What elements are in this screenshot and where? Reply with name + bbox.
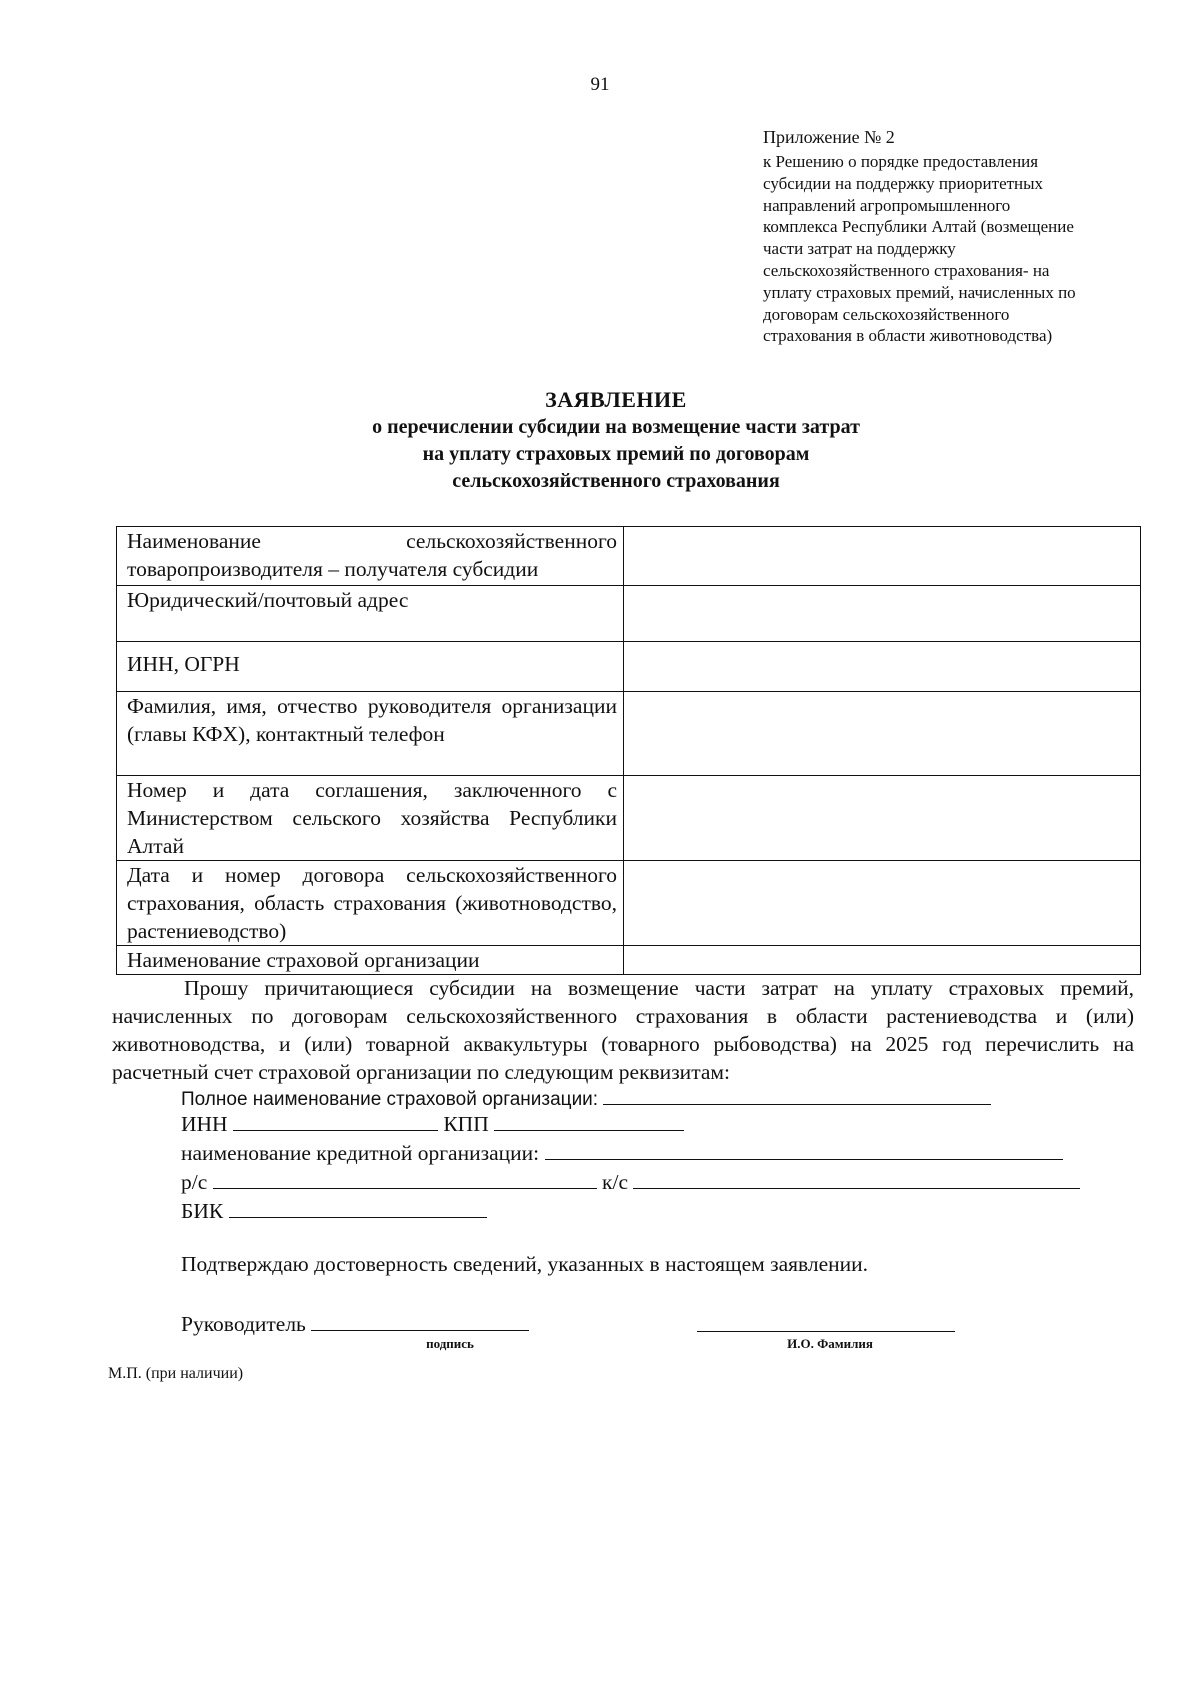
- row-label-agreement: Номер и дата соглашения, заключенного с Министерством сельского хозяйства Республики Алтай: [117, 776, 624, 861]
- signature-field[interactable]: [311, 1310, 529, 1331]
- confirmation-text: Подтверждаю достоверность сведений, указанных в настоящем заявлении.: [181, 1252, 869, 1276]
- table-row: [117, 527, 1141, 586]
- name-field[interactable]: [697, 1310, 955, 1332]
- document-title-block: [0, 386, 1200, 495]
- document-subtitle-line: сельскохозяйственного страхования: [452, 470, 780, 492]
- requisite-bank: [181, 1139, 1063, 1166]
- bank-label: наименование кредитной организации:: [181, 1141, 540, 1165]
- bik-field[interactable]: [229, 1197, 487, 1218]
- ks-field[interactable]: [633, 1168, 1080, 1189]
- row-label-head-contact: Фамилия, имя, отчество руководителя организации (главы КФХ), контактный телефон: [117, 692, 624, 776]
- document-subtitle-line: о перечислении субсидии на возмещение части затрат: [372, 416, 860, 438]
- row-value-insurance-contract[interactable]: [624, 861, 1141, 946]
- table-row: [117, 586, 1141, 642]
- table-row: [117, 642, 1141, 692]
- row-value-head-contact[interactable]: [624, 692, 1141, 776]
- inn-field[interactable]: [233, 1110, 438, 1131]
- requisite-bik: [181, 1197, 487, 1224]
- page-number: 91: [590, 74, 610, 95]
- document-subtitle-line: на уплату страховых премий по договорам: [422, 443, 810, 465]
- ks-label: к/с: [602, 1170, 628, 1194]
- appendix-line: договорам сельскохозяйственного: [763, 304, 1010, 324]
- row-value-producer-name[interactable]: [624, 527, 1141, 586]
- kpp-label: КПП: [443, 1112, 489, 1136]
- request-paragraph: [112, 974, 1134, 1086]
- applicant-info-table: [116, 526, 1141, 975]
- row-label-insurance-contract: Дата и номер договора сельскохозяйственного страхования, область страхования (животноводство, растениеводство): [117, 861, 624, 946]
- row-value-agreement[interactable]: [624, 776, 1141, 861]
- head-label: Руководитель: [181, 1312, 306, 1336]
- name-caption: И.О. Фамилия: [787, 1336, 873, 1351]
- rs-field[interactable]: [213, 1168, 597, 1189]
- document-title: ЗАЯВЛЕНИЕ: [545, 387, 687, 412]
- table-row: [117, 776, 1141, 861]
- row-value-inn-ogrn[interactable]: [624, 642, 1141, 692]
- appendix-line: комплекса Республики Алтай (возмещение: [763, 217, 1074, 237]
- kpp-field[interactable]: [494, 1110, 684, 1131]
- appendix-line: уплату страховых премий, начисленных по: [763, 282, 1076, 302]
- rs-label: р/с: [181, 1170, 208, 1194]
- appendix-line: к Решению о порядке предоставления: [763, 152, 1039, 171]
- stamp-note: М.П. (при наличии): [108, 1365, 244, 1382]
- appendix-line: субсидии на поддержку приоритетных: [763, 173, 1044, 193]
- requisite-accounts: [181, 1168, 1080, 1195]
- request-text: Прошу причитающиеся субсидии на возмещение части затрат на уплату страховых премий, начисленных по договорам сельскохозяйственного страхования в области растениеводства и (или) животноводства, и (или) товарной аквакультуры (товарного рыбоводства) на 2025 год перечислить на расчетный счет страховой организации по следующим реквизитам:: [112, 976, 1134, 1084]
- table-row: [117, 946, 1141, 975]
- signature-caption: подпись: [426, 1336, 474, 1351]
- full-name-label: Полное наименование страховой организации:: [181, 1089, 599, 1110]
- row-value-insurer-name[interactable]: [624, 946, 1141, 975]
- requisite-inn-kpp: [181, 1110, 684, 1137]
- appendix-title: Приложение № 2: [763, 127, 895, 147]
- full-name-field[interactable]: [603, 1084, 991, 1105]
- appendix-line: части затрат на поддержку: [763, 239, 956, 259]
- bik-label: БИК: [181, 1199, 224, 1223]
- table-row: [117, 861, 1141, 946]
- appendix-line: сельскохозяйственного страхования- на: [763, 260, 1050, 280]
- appendix-line: направлений агропромышленного: [763, 195, 1011, 215]
- requisite-full-name: [181, 1084, 991, 1111]
- row-label-inn-ogrn: ИНН, ОГРН: [117, 642, 624, 692]
- signature-row: [181, 1310, 529, 1337]
- row-label-insurer-name: Наименование страховой организации: [117, 946, 624, 975]
- appendix-line: страхования в области животноводства): [763, 326, 1053, 346]
- inn-label: ИНН: [181, 1112, 228, 1136]
- table-row: [117, 692, 1141, 776]
- bank-field[interactable]: [545, 1139, 1063, 1160]
- row-label-address: Юридический/почтовый адрес: [117, 586, 624, 642]
- row-value-address[interactable]: [624, 586, 1141, 642]
- appendix-note: [763, 126, 1163, 347]
- row-label-producer-name: Наименование сельскохозяйственного товаропроизводителя – получателя субсидии: [117, 527, 624, 586]
